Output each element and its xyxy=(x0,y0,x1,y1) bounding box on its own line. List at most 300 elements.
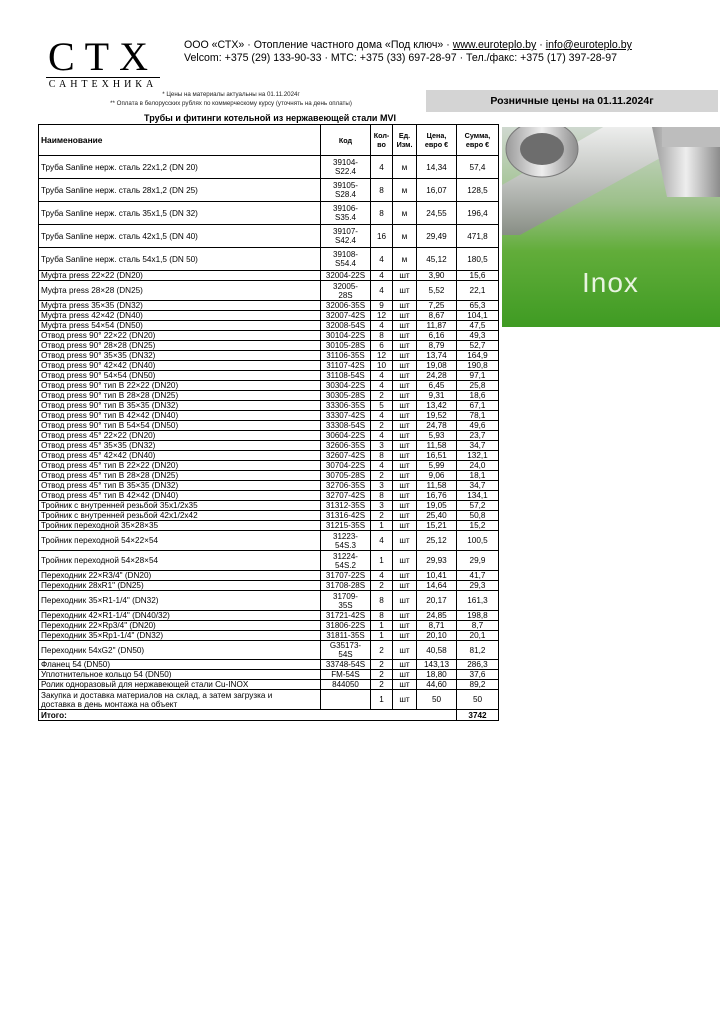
cell-code: 30105-28S xyxy=(321,341,371,351)
cell-code: 31316-42S xyxy=(321,511,371,521)
cell-name: Отвод press 90° тип B 42×42 (DN40) xyxy=(39,411,321,421)
cell-sum: 132,1 xyxy=(457,451,499,461)
cell-name: Отвод press 90° тип B 28×28 (DN25) xyxy=(39,391,321,401)
cell-unit: шт xyxy=(393,571,417,581)
cell-qty: 1 xyxy=(371,551,393,571)
cell-unit: шт xyxy=(393,660,417,670)
cell-price: 10,41 xyxy=(417,571,457,581)
table-row xyxy=(39,248,499,271)
cell-price: 20,10 xyxy=(417,631,457,641)
total-value: 3742 xyxy=(457,710,499,721)
company-logo xyxy=(40,34,166,90)
cell-price: 25,12 xyxy=(417,531,457,551)
cell-unit: шт xyxy=(393,351,417,361)
header-unit: Ед. Изм. xyxy=(393,125,417,156)
cell-code: 31709- 35S xyxy=(321,591,371,611)
cell-price: 8,79 xyxy=(417,341,457,351)
cell-code: 31806-22S xyxy=(321,621,371,631)
cell-code: 33748-54S xyxy=(321,660,371,670)
cell-unit: шт xyxy=(393,451,417,461)
cell-sum: 15,2 xyxy=(457,521,499,531)
cell-name: Отвод press 90° 42×42 (DN40) xyxy=(39,361,321,371)
cell-price: 11,87 xyxy=(417,321,457,331)
table-row xyxy=(39,451,499,461)
table-row xyxy=(39,381,499,391)
cell-unit: шт xyxy=(393,611,417,621)
cell-name: Переходник 54xG2" (DN50) xyxy=(39,641,321,660)
inox-caption: Inox xyxy=(582,267,639,298)
cell-sum: 81,2 xyxy=(457,641,499,660)
cell-sum: 29,3 xyxy=(457,581,499,591)
cell-qty: 8 xyxy=(371,611,393,621)
table-row xyxy=(39,680,499,690)
cell-unit: шт xyxy=(393,481,417,491)
cell-unit: шт xyxy=(393,581,417,591)
cell-qty: 9 xyxy=(371,301,393,311)
cell-price: 18,80 xyxy=(417,670,457,680)
cell-name: Отвод press 45° 35×35 (DN32) xyxy=(39,441,321,451)
cell-name: Отвод press 45° тип B 42×42 (DN40) xyxy=(39,491,321,501)
table-header-row xyxy=(39,125,499,156)
cell-sum: 89,2 xyxy=(457,680,499,690)
cell-unit: м xyxy=(393,248,417,271)
cell-name: Отвод press 90° 28×28 (DN25) xyxy=(39,341,321,351)
cell-sum: 49,3 xyxy=(457,331,499,341)
cell-unit: шт xyxy=(393,511,417,521)
table-row xyxy=(39,611,499,621)
cell-name: Тройник переходной 54×28×54 xyxy=(39,551,321,571)
cell-unit: шт xyxy=(393,431,417,441)
table-row xyxy=(39,571,499,581)
table-row xyxy=(39,621,499,631)
cell-name: Муфта press 54×54 (DN50) xyxy=(39,321,321,331)
cell-code: 32006-35S xyxy=(321,301,371,311)
cell-price: 5,93 xyxy=(417,431,457,441)
header-qty: Кол-во xyxy=(371,125,393,156)
cell-code: 39107-S42.4 xyxy=(321,225,371,248)
cell-unit: шт xyxy=(393,471,417,481)
header-name: Наименование xyxy=(39,125,321,156)
cell-name: Отвод press 45° тип B 35×35 (DN32) xyxy=(39,481,321,491)
cell-price: 16,07 xyxy=(417,179,457,202)
header-code: Код xyxy=(321,125,371,156)
cell-qty: 1 xyxy=(371,631,393,641)
cell-name: Отвод press 90° 22×22 (DN20) xyxy=(39,331,321,341)
cell-unit: шт xyxy=(393,641,417,660)
cell-unit: шт xyxy=(393,690,417,710)
cell-name: Отвод press 90° тип B 54×54 (DN50) xyxy=(39,421,321,431)
table-row xyxy=(39,581,499,591)
cell-qty: 10 xyxy=(371,361,393,371)
table-row xyxy=(39,411,499,421)
cell-code: 32707-42S xyxy=(321,491,371,501)
cell-unit: шт xyxy=(393,341,417,351)
cell-sum: 161,3 xyxy=(457,591,499,611)
cell-qty: 1 xyxy=(371,521,393,531)
cell-qty: 1 xyxy=(371,621,393,631)
table-row xyxy=(39,660,499,670)
cell-code: 30705-28S xyxy=(321,471,371,481)
cell-unit: шт xyxy=(393,361,417,371)
cell-price: 14,64 xyxy=(417,581,457,591)
cell-sum: 286,3 xyxy=(457,660,499,670)
cell-unit: шт xyxy=(393,311,417,321)
cell-price: 8,71 xyxy=(417,621,457,631)
header-price: Цена, евро € xyxy=(417,125,457,156)
cell-code: 31107-42S xyxy=(321,361,371,371)
cell-name: Отвод press 45° 22×22 (DN20) xyxy=(39,431,321,441)
cell-unit: шт xyxy=(393,411,417,421)
cell-code: 31215-35S xyxy=(321,521,371,531)
cell-name: Переходник 22×Rp3/4" (DN20) xyxy=(39,621,321,631)
cell-price: 11,58 xyxy=(417,481,457,491)
cell-sum: 29,9 xyxy=(457,551,499,571)
cell-price: 9,06 xyxy=(417,471,457,481)
cell-price: 143,13 xyxy=(417,660,457,670)
cell-qty: 8 xyxy=(371,331,393,341)
cell-sum: 134,1 xyxy=(457,491,499,501)
table-row xyxy=(39,481,499,491)
cell-sum: 8,7 xyxy=(457,621,499,631)
table-row xyxy=(39,179,499,202)
cell-unit: шт xyxy=(393,301,417,311)
cell-price: 5,99 xyxy=(417,461,457,471)
cell-qty: 2 xyxy=(371,660,393,670)
cell-qty: 12 xyxy=(371,351,393,361)
cell-price: 29,49 xyxy=(417,225,457,248)
cell-qty: 2 xyxy=(371,391,393,401)
cell-price: 45,12 xyxy=(417,248,457,271)
note-actual-date: * Цены на материалы актуальны на 01.11.2024г xyxy=(162,91,300,98)
cell-code: 39108-S54.4 xyxy=(321,248,371,271)
cell-name: Переходник 28xR1" (DN25) xyxy=(39,581,321,591)
cell-code: 30704-22S xyxy=(321,461,371,471)
cell-sum: 471,8 xyxy=(457,225,499,248)
cell-qty: 4 xyxy=(371,411,393,421)
cell-code: 39106-S35.4 xyxy=(321,202,371,225)
cell-qty: 2 xyxy=(371,511,393,521)
table-row xyxy=(39,690,499,710)
cell-unit: шт xyxy=(393,441,417,451)
retail-price-banner: Розничные цены на 01.11.2024г xyxy=(426,90,718,112)
cell-code: 31106-35S xyxy=(321,351,371,361)
table-row xyxy=(39,521,499,531)
cell-sum: 18,6 xyxy=(457,391,499,401)
cell-code: 32004-22S xyxy=(321,271,371,281)
cell-qty: 4 xyxy=(371,321,393,331)
cell-name: Труба Sanline нерж. сталь 42x1,5 (DN 40) xyxy=(39,225,321,248)
cell-sum: 49,6 xyxy=(457,421,499,431)
table-row xyxy=(39,551,499,571)
cell-unit: шт xyxy=(393,621,417,631)
cell-code: 39104-S22.4 xyxy=(321,156,371,179)
cell-sum: 34,7 xyxy=(457,481,499,491)
cell-price: 14,34 xyxy=(417,156,457,179)
cell-sum: 190,8 xyxy=(457,361,499,371)
cell-code: 30305-28S xyxy=(321,391,371,401)
cell-qty: 4 xyxy=(371,371,393,381)
cell-code: 30304-22S xyxy=(321,381,371,391)
cell-code: 30604-22S xyxy=(321,431,371,441)
price-notes xyxy=(40,90,422,108)
cell-sum: 25,8 xyxy=(457,381,499,391)
cell-price: 3,90 xyxy=(417,271,457,281)
table-row xyxy=(39,331,499,341)
cell-price: 24,28 xyxy=(417,371,457,381)
cell-qty: 3 xyxy=(371,501,393,511)
cell-unit: шт xyxy=(393,531,417,551)
cell-sum: 67,1 xyxy=(457,401,499,411)
cell-unit: м xyxy=(393,179,417,202)
cell-sum: 104,1 xyxy=(457,311,499,321)
cell-code: 32606-35S xyxy=(321,441,371,451)
cell-unit: шт xyxy=(393,670,417,680)
cell-qty: 8 xyxy=(371,202,393,225)
table-row xyxy=(39,341,499,351)
cell-unit: шт xyxy=(393,551,417,571)
cell-sum: 24,0 xyxy=(457,461,499,471)
cell-sum: 65,3 xyxy=(457,301,499,311)
cell-name: Тройник переходной 35×28×35 xyxy=(39,521,321,531)
cell-unit: м xyxy=(393,202,417,225)
cell-price: 8,67 xyxy=(417,311,457,321)
cell-code: 39105-S28.4 xyxy=(321,179,371,202)
table-row xyxy=(39,321,499,331)
cell-sum: 15,6 xyxy=(457,271,499,281)
cell-unit: шт xyxy=(393,381,417,391)
cell-price: 44,60 xyxy=(417,680,457,690)
cell-unit: шт xyxy=(393,281,417,301)
cell-name: Муфта press 42×42 (DN40) xyxy=(39,311,321,321)
contact-line-2: Velcom: +375 (29) 133-90-33 · МТС: +375 (33) 697-28-97 · Тел./факс: +375 (17) 397-28-97 xyxy=(184,52,617,64)
cell-unit: м xyxy=(393,225,417,248)
cell-price: 11,58 xyxy=(417,441,457,451)
cell-unit: шт xyxy=(393,391,417,401)
cell-unit: шт xyxy=(393,321,417,331)
cell-sum: 18,1 xyxy=(457,471,499,481)
cell-name: Труба Sanline нерж. сталь 22x1,2 (DN 20) xyxy=(39,156,321,179)
website-link[interactable]: www.euroteplo.by xyxy=(452,39,537,51)
price-table xyxy=(38,124,499,721)
cell-unit: шт xyxy=(393,331,417,341)
cell-price: 7,25 xyxy=(417,301,457,311)
cell-price: 24,85 xyxy=(417,611,457,621)
table-row xyxy=(39,401,499,411)
cell-name: Ролик одноразовый для нержавеющей стали Cu-INOX xyxy=(39,680,321,690)
cell-price: 13,42 xyxy=(417,401,457,411)
cell-price: 15,21 xyxy=(417,521,457,531)
cell-qty: 4 xyxy=(371,531,393,551)
inox-fittings-image xyxy=(502,127,720,327)
cell-price: 29,93 xyxy=(417,551,457,571)
cell-sum: 20,1 xyxy=(457,631,499,641)
cell-qty: 4 xyxy=(371,156,393,179)
cell-sum: 50 xyxy=(457,690,499,710)
table-row xyxy=(39,271,499,281)
cell-qty: 4 xyxy=(371,431,393,441)
cell-code: 31223-54S.3 xyxy=(321,531,371,551)
cell-price: 19,05 xyxy=(417,501,457,511)
table-row xyxy=(39,371,499,381)
table-row xyxy=(39,202,499,225)
cell-qty: 4 xyxy=(371,281,393,301)
cell-code: 844050 xyxy=(321,680,371,690)
table-row xyxy=(39,431,499,441)
cell-name: Муфта press 35×35 (DN32) xyxy=(39,301,321,311)
cell-code: 31108-54S xyxy=(321,371,371,381)
contact-block xyxy=(184,39,632,65)
cell-name: Муфта press 22×22 (DN20) xyxy=(39,271,321,281)
table-row xyxy=(39,391,499,401)
cell-name: Переходник 22×R3/4" (DN20) xyxy=(39,571,321,581)
cell-unit: шт xyxy=(393,591,417,611)
email-link[interactable]: info@euroteplo.by xyxy=(545,39,632,51)
cell-qty: 3 xyxy=(371,441,393,451)
table-row xyxy=(39,156,499,179)
cell-name: Тройник переходной 54×22×54 xyxy=(39,531,321,551)
cell-unit: шт xyxy=(393,271,417,281)
document-title: Трубы и фитинги котельной из нержавеющей стали MVI xyxy=(144,113,396,123)
table-row xyxy=(39,670,499,680)
table-row xyxy=(39,631,499,641)
cell-code: 33307-42S xyxy=(321,411,371,421)
cell-sum: 198,8 xyxy=(457,611,499,621)
cell-unit: шт xyxy=(393,680,417,690)
cell-sum: 128,5 xyxy=(457,179,499,202)
table-row xyxy=(39,225,499,248)
cell-name: Отвод press 90° тип B 22×22 (DN20) xyxy=(39,381,321,391)
cell-price: 19,08 xyxy=(417,361,457,371)
table-row xyxy=(39,591,499,611)
cell-unit: шт xyxy=(393,461,417,471)
table-row xyxy=(39,471,499,481)
cell-qty: 4 xyxy=(371,571,393,581)
cell-unit: шт xyxy=(393,521,417,531)
cell-qty: 6 xyxy=(371,341,393,351)
table-row xyxy=(39,301,499,311)
cell-name: Отвод press 90° 54×54 (DN50) xyxy=(39,371,321,381)
cell-name: Отвод press 45° тип B 22×22 (DN20) xyxy=(39,461,321,471)
cell-qty: 8 xyxy=(371,451,393,461)
cell-code xyxy=(321,690,371,710)
cell-qty: 4 xyxy=(371,381,393,391)
cell-code: 31811-35S xyxy=(321,631,371,641)
cell-qty: 8 xyxy=(371,491,393,501)
cell-unit: шт xyxy=(393,421,417,431)
cell-code: 31707-22S xyxy=(321,571,371,581)
header-sum: Сумма, евро € xyxy=(457,125,499,156)
cell-price: 24,55 xyxy=(417,202,457,225)
cell-unit: шт xyxy=(393,401,417,411)
cell-unit: шт xyxy=(393,501,417,511)
total-row xyxy=(39,710,499,721)
cell-name: Отвод press 90° тип B 35×35 (DN32) xyxy=(39,401,321,411)
logo-sub-text: САНТЕХНИКА xyxy=(48,79,158,90)
table-row xyxy=(39,421,499,431)
cell-code: 33306-35S xyxy=(321,401,371,411)
cell-qty: 4 xyxy=(371,248,393,271)
cell-name: Отвод press 45° тип B 28×28 (DN25) xyxy=(39,471,321,481)
cell-qty: 2 xyxy=(371,670,393,680)
cell-price: 19,52 xyxy=(417,411,457,421)
cell-code: 32008-54S xyxy=(321,321,371,331)
cell-sum: 52,7 xyxy=(457,341,499,351)
table-row xyxy=(39,501,499,511)
cell-code: G35173-54S xyxy=(321,641,371,660)
cell-sum: 100,5 xyxy=(457,531,499,551)
cell-sum: 50,8 xyxy=(457,511,499,521)
cell-name: Тройник с внутренней резьбой 42x1/2x42 xyxy=(39,511,321,521)
cell-price: 13,74 xyxy=(417,351,457,361)
note-payment: ** Оплата в белорусских рублях по коммерческому курсу (уточнять на день оплаты) xyxy=(110,100,352,107)
cell-unit: шт xyxy=(393,371,417,381)
table-row xyxy=(39,311,499,321)
cell-name: Переходник 42×R1-1/4" (DN40/32) xyxy=(39,611,321,621)
cell-code: 32706-35S xyxy=(321,481,371,491)
cell-price: 6,45 xyxy=(417,381,457,391)
cell-unit: шт xyxy=(393,491,417,501)
cell-price: 24,78 xyxy=(417,421,457,431)
cell-qty: 2 xyxy=(371,641,393,660)
cell-name: Труба Sanline нерж. сталь 35x1,5 (DN 32) xyxy=(39,202,321,225)
cell-qty: 2 xyxy=(371,680,393,690)
cell-unit: м xyxy=(393,156,417,179)
cell-code: 32007-42S xyxy=(321,311,371,321)
table-row xyxy=(39,641,499,660)
cell-unit: шт xyxy=(393,631,417,641)
table-row xyxy=(39,351,499,361)
cell-name: Закупка и доставка материалов на склад, а затем загрузка и доставка в день монтажа на объект xyxy=(39,690,321,710)
table-row xyxy=(39,281,499,301)
cell-code: 31224-54S.2 xyxy=(321,551,371,571)
table-row xyxy=(39,441,499,451)
cell-name: Труба Sanline нерж. сталь 54x1,5 (DN 50) xyxy=(39,248,321,271)
cell-sum: 78,1 xyxy=(457,411,499,421)
cell-name: Переходник 35×R1-1/4" (DN32) xyxy=(39,591,321,611)
cell-price: 16,76 xyxy=(417,491,457,501)
cell-code: FM-54S xyxy=(321,670,371,680)
cell-qty: 8 xyxy=(371,591,393,611)
cell-sum: 47,5 xyxy=(457,321,499,331)
cell-code: 32005- 28S xyxy=(321,281,371,301)
cell-price: 20,17 xyxy=(417,591,457,611)
contact-separator: · xyxy=(536,39,546,51)
cell-sum: 164,9 xyxy=(457,351,499,361)
cell-sum: 57,4 xyxy=(457,156,499,179)
cell-code: 33308-54S xyxy=(321,421,371,431)
company-description: ООО «СТХ» · Отопление частного дома «Под ключ» · xyxy=(184,39,453,51)
total-label: Итого: xyxy=(39,710,457,721)
cell-price: 16,51 xyxy=(417,451,457,461)
cell-name: Тройник с внутренней резьбой 35x1/2x35 xyxy=(39,501,321,511)
cell-qty: 2 xyxy=(371,471,393,481)
cell-price: 50 xyxy=(417,690,457,710)
cell-qty: 12 xyxy=(371,311,393,321)
cell-qty: 4 xyxy=(371,271,393,281)
cell-price: 25,40 xyxy=(417,511,457,521)
cell-sum: 37,6 xyxy=(457,670,499,680)
contact-line-1 xyxy=(184,39,632,52)
cell-price: 5,52 xyxy=(417,281,457,301)
cell-sum: 97,1 xyxy=(457,371,499,381)
table-row xyxy=(39,461,499,471)
cell-qty: 3 xyxy=(371,481,393,491)
cell-name: Отвод press 90° 35×35 (DN32) xyxy=(39,351,321,361)
cell-code: 32607-42S xyxy=(321,451,371,461)
cell-name: Уплотнительное кольцо 54 (DN50) xyxy=(39,670,321,680)
cell-code: 31312-35S xyxy=(321,501,371,511)
cell-name: Переходник 35×Rp1-1/4" (DN32) xyxy=(39,631,321,641)
